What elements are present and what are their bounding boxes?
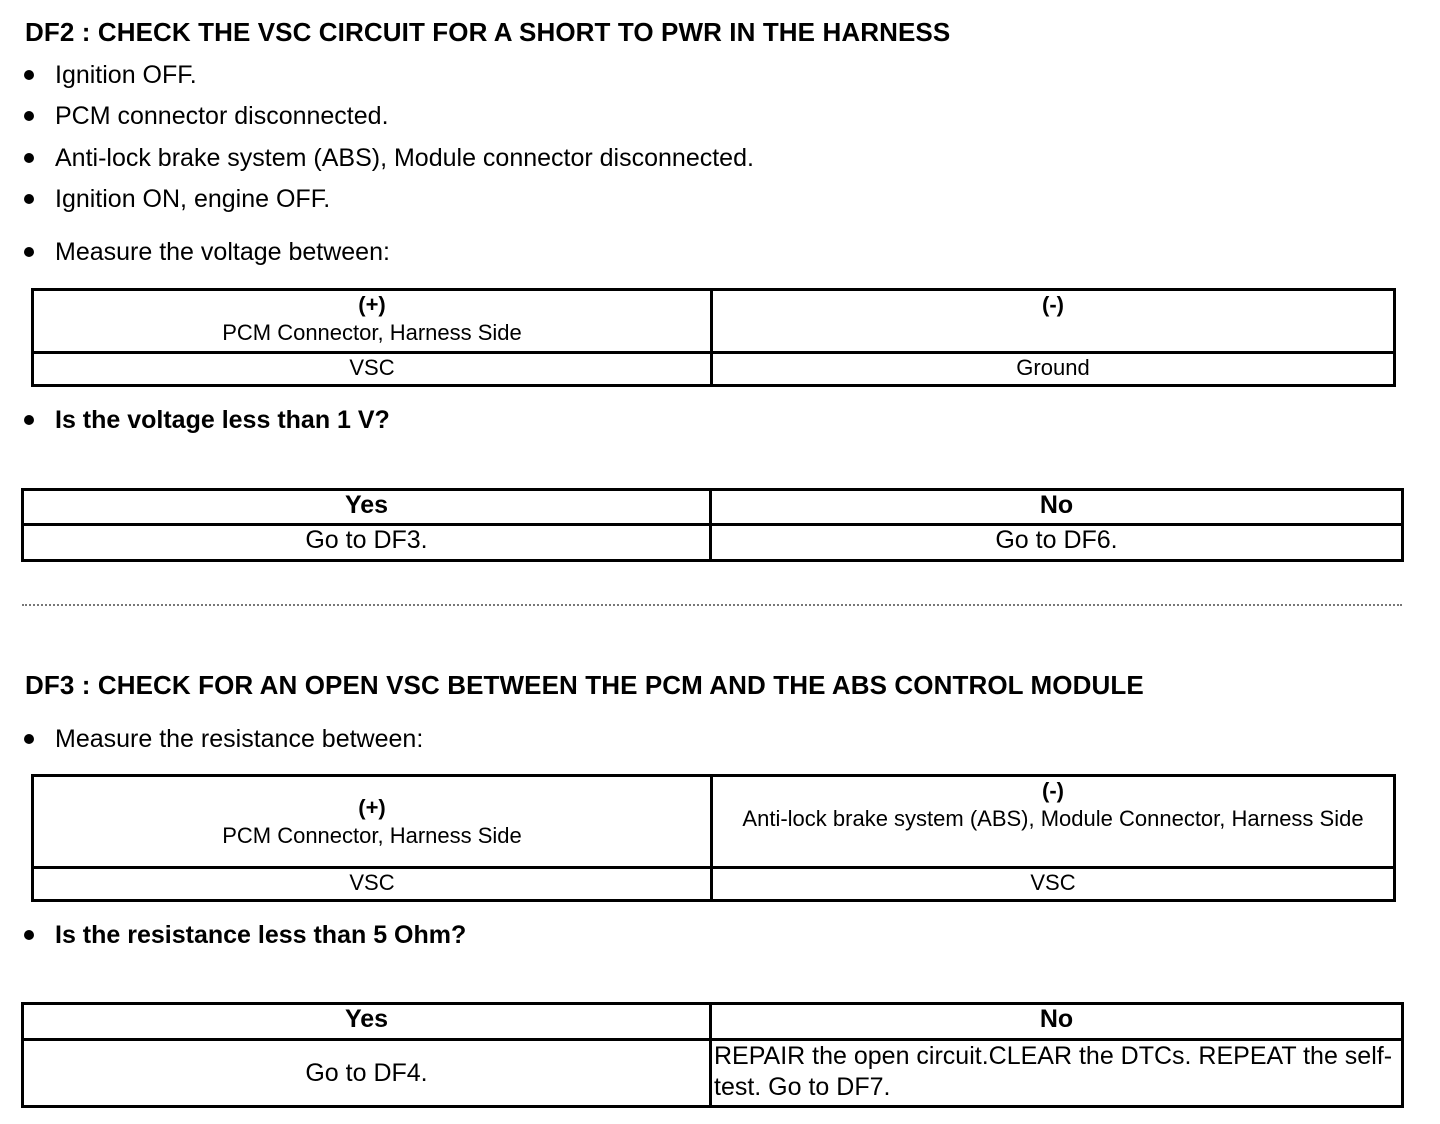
df2-step-text: Ignition OFF. — [55, 61, 197, 89]
df2-step-2 — [24, 101, 389, 131]
df2-step-1 — [24, 60, 197, 90]
df2-positive-value: VSC — [33, 353, 712, 386]
df2-heading: DF2 : CHECK THE VSC CIRCUIT FOR A SHORT TO PWR IN THE HARNESS — [25, 17, 951, 47]
section-divider — [22, 604, 1402, 606]
positive-sign: (+) — [358, 292, 386, 317]
df2-negative-value: Ground — [712, 353, 1395, 386]
df2-step-text: Ignition ON, engine OFF. — [55, 185, 331, 213]
negative-sign: (-) — [1042, 778, 1064, 803]
df2-measure-text: Measure the voltage between: — [55, 238, 390, 266]
df3-measure-table — [31, 774, 1396, 902]
df2-step-4 — [24, 184, 330, 214]
df3-question-text: Is the resistance less than 5 Ohm? — [55, 921, 467, 949]
df3-negative-header — [712, 776, 1395, 868]
df3-positive-header — [33, 776, 712, 868]
bullet-icon — [24, 415, 34, 425]
df2-no-header: No — [711, 490, 1403, 525]
df2-positive-header — [33, 290, 712, 353]
df3-negative-value: VSC — [712, 868, 1395, 901]
df3-measure-text: Measure the resistance between: — [55, 725, 424, 753]
df2-step-3 — [24, 143, 754, 173]
bullet-icon — [24, 194, 34, 204]
df3-question — [24, 920, 466, 950]
positive-label: PCM Connector, Harness Side — [222, 320, 522, 345]
df3-no-header: No — [711, 1004, 1403, 1040]
df3-no-action: REPAIR the open circuit.CLEAR the DTCs. REPEAT the self-test. Go to DF7. — [711, 1040, 1403, 1107]
df2-yes-action: Go to DF3. — [23, 525, 711, 561]
bullet-icon — [24, 930, 34, 940]
df2-step-text: PCM connector disconnected. — [55, 102, 389, 130]
df3-answer-table — [21, 1002, 1404, 1108]
bullet-icon — [24, 734, 34, 744]
df2-measure-table — [31, 288, 1396, 387]
df3-yes-header: Yes — [23, 1004, 711, 1040]
bullet-icon — [24, 111, 34, 121]
df2-question-text: Is the voltage less than 1 V? — [55, 406, 390, 434]
negative-label: Anti-lock brake system (ABS), Module Connector, Harness Side — [742, 806, 1364, 831]
bullet-icon — [24, 247, 34, 257]
df2-question — [24, 405, 390, 435]
bullet-icon — [24, 70, 34, 80]
df3-heading: DF3 : CHECK FOR AN OPEN VSC BETWEEN THE PCM AND THE ABS CONTROL MODULE — [25, 670, 1144, 700]
df2-yes-header: Yes — [23, 490, 711, 525]
positive-label: PCM Connector, Harness Side — [222, 822, 522, 848]
df2-negative-header — [712, 290, 1395, 353]
df2-no-action: Go to DF6. — [711, 525, 1403, 561]
df2-step-text: Anti-lock brake system (ABS), Module connector disconnected. — [55, 144, 754, 172]
negative-sign: (-) — [1042, 292, 1064, 317]
positive-sign: (+) — [358, 794, 386, 820]
df3-positive-value: VSC — [33, 868, 712, 901]
df2-measure — [24, 237, 390, 267]
df3-measure — [24, 724, 423, 754]
df2-answer-table — [21, 488, 1404, 562]
bullet-icon — [24, 153, 34, 163]
df3-yes-action: Go to DF4. — [23, 1040, 711, 1107]
